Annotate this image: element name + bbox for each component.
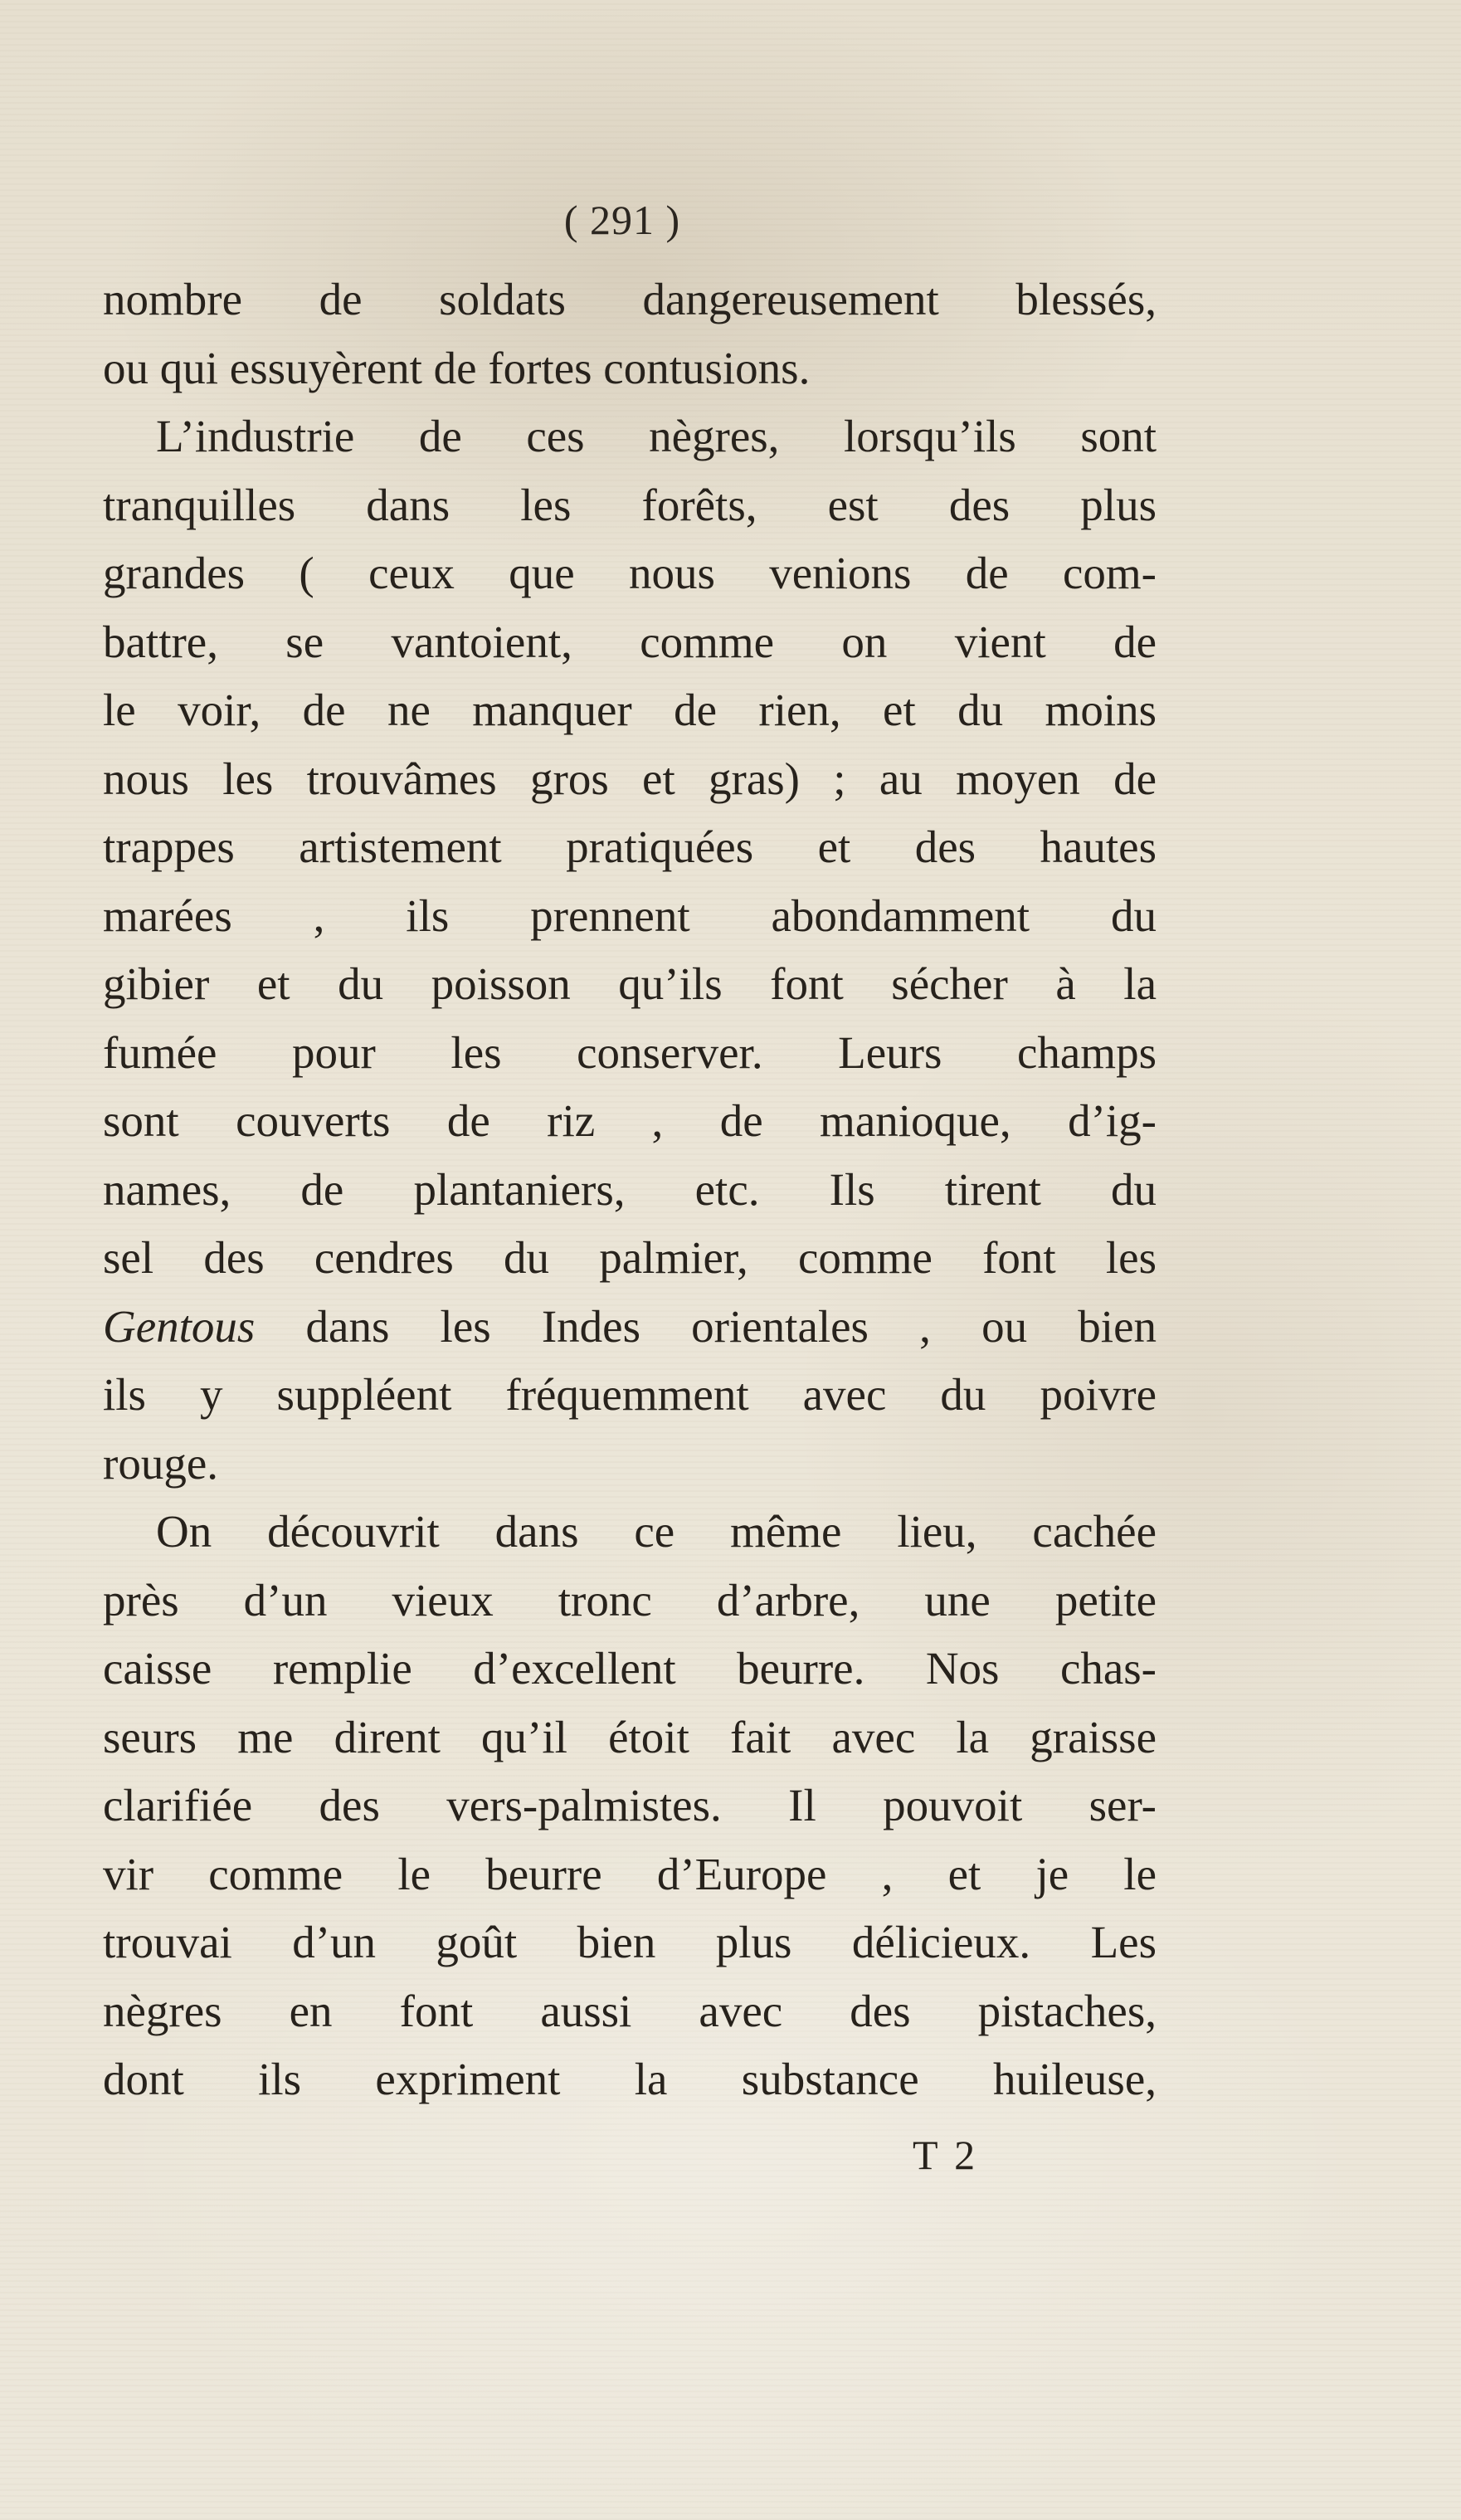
text-line: On découvrit dans ce même lieu, cachée (156, 1506, 1157, 1557)
signature-mark: T 2 (913, 2132, 979, 2178)
text-line: ils y suppléent fréquemment avec du poivre (103, 1369, 1157, 1420)
text-line: sont couverts de riz , de manioque, d’ig- (103, 1095, 1157, 1146)
text-line: tranquilles dans les forêts, est des plus (103, 479, 1157, 530)
text-line: gibier et du poisson qu’ils font sécher à la (103, 958, 1157, 1009)
text-line: sel des cendres du palmier, comme font les (103, 1232, 1157, 1283)
text-line: nous les trouvâmes gros et gras) ; au moyen de (103, 753, 1157, 804)
italic-word: Gentous (103, 1300, 256, 1352)
body-text (103, 266, 1157, 2114)
text-line: trappes artistement pratiquées et des hautes (103, 821, 1157, 872)
text-fragment: dans les Indes orientales , ou bien (255, 1300, 1157, 1352)
text-line: nombre de soldats dangereusement blessés, (103, 274, 1157, 324)
text-line: fumée pour les conserver. Leurs champs (103, 1026, 1157, 1078)
text-line: names, de plantaniers, etc. Ils tirent du (103, 1163, 1157, 1215)
page-number: ( 291 ) (563, 197, 681, 243)
text-line: près d’un vieux tronc d’arbre, une petite (103, 1574, 1157, 1626)
text-line: le voir, de ne manquer de rien, et du moins (103, 685, 1157, 735)
text-line: caisse remplie d’excellent beurre. Nos chas- (103, 1643, 1157, 1694)
text-line: nègres en font aussi avec des pistaches, (103, 1985, 1157, 2036)
text-line: dont ils expriment la substance huileuse, (103, 2054, 1157, 2104)
text-line: rouge. (103, 1437, 218, 1489)
text-line: battre, se vantoient, comme on vient de (103, 616, 1157, 667)
text-line: clarifiée des vers-palmistes. Il pouvoit ser- (103, 1780, 1157, 1830)
text-line (103, 1293, 1157, 1362)
text-line: seurs me dirent qu’il étoit fait avec la graisse (103, 1711, 1157, 1762)
text-line: ou qui essuyèrent de fortes contusions. (103, 342, 811, 393)
text-line: L’industrie de ces nègres, lorsqu’ils sont (156, 411, 1157, 461)
text-line: grandes ( ceux que nous venions de com- (103, 548, 1157, 598)
text-line: trouvai d’un goût bien plus délicieux. Les (103, 1917, 1157, 1967)
text-line: marées , ils prennent abondamment du (103, 890, 1157, 941)
text-line: vir comme le beurre d’Europe , et je le (103, 1848, 1157, 1899)
